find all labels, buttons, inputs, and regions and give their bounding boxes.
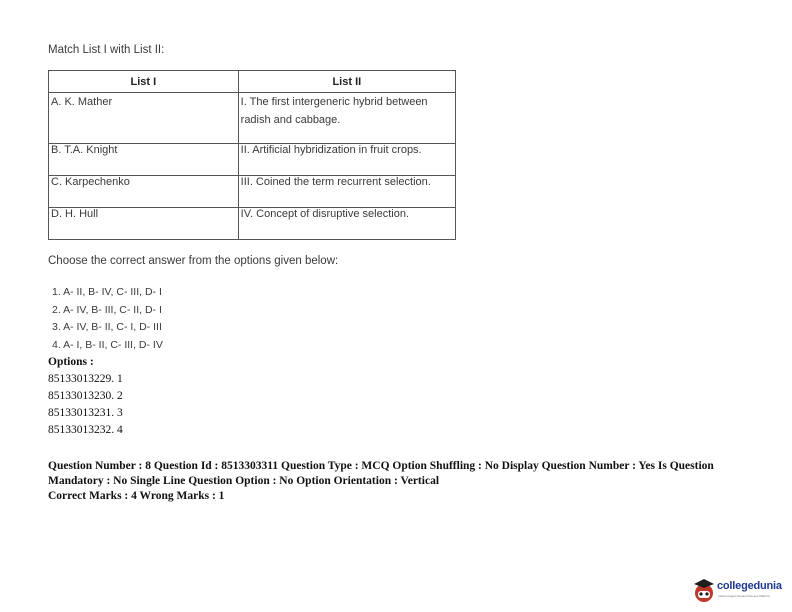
table-cell-right: III. Coined the term recurrent selection. xyxy=(238,176,455,208)
table-cell-left: C. Karpechenko xyxy=(49,176,239,208)
list-item: 2. A- IV, B- III, C- II, D- I xyxy=(52,303,162,316)
list-item: 85133013231. 3 xyxy=(48,407,123,419)
table-cell-left: A. K. Mather xyxy=(49,93,239,144)
list-item: 4. A- I, B- II, C- III, D- IV xyxy=(52,338,163,351)
table-cell-left: D. H. Hull xyxy=(49,208,239,240)
meta-line: Correct Marks : 4 Wrong Marks : 1 xyxy=(48,490,225,502)
graduate-mascot-icon xyxy=(692,578,716,604)
match-table xyxy=(48,70,456,240)
table-row xyxy=(49,144,456,176)
question-intro: Match List I with List II: xyxy=(48,44,165,56)
table-cell-right: II. Artificial hybridization in fruit crops. xyxy=(238,144,455,176)
table-cell-left: B. T.A. Knight xyxy=(49,144,239,176)
list-item: 85133013230. 2 xyxy=(48,390,123,402)
table-row xyxy=(49,208,456,240)
meta-line: Question Number : 8 Question Id : 8513303311 Question Type : MCQ Option Shuffling : No Display Question Number : Yes Is Question xyxy=(48,460,714,472)
question-instruction: Choose the correct answer from the options given below: xyxy=(48,255,339,267)
meta-line: Mandatory : No Single Line Question Option : No Option Orientation : Vertical xyxy=(48,474,440,487)
table-header-list-2: List II xyxy=(238,71,455,93)
options-heading: Options : xyxy=(48,356,94,368)
table-row xyxy=(49,176,456,208)
question-meta xyxy=(48,459,778,504)
collegedunia-logo xyxy=(692,578,784,604)
list-item: 3. A- IV, B- II, C- I, D- III xyxy=(52,321,162,333)
logo-tagline: India's largest Student Review Platform xyxy=(718,594,771,598)
list-item: 1. A- II, B- IV, C- III, D- I xyxy=(52,286,162,298)
table-row xyxy=(49,93,456,144)
table-cell-right: IV. Concept of disruptive selection. xyxy=(238,208,455,240)
table-cell-right: I. The first intergeneric hybrid between radish and cabbage. xyxy=(238,93,455,144)
option-id-list xyxy=(48,371,123,439)
table-header-list-1: List I xyxy=(49,71,239,93)
list-item: 85133013229. 1 xyxy=(48,373,123,385)
list-item: 85133013232. 4 xyxy=(48,424,123,436)
choice-list xyxy=(52,284,163,354)
logo-wordmark: collegedunia xyxy=(717,580,782,592)
